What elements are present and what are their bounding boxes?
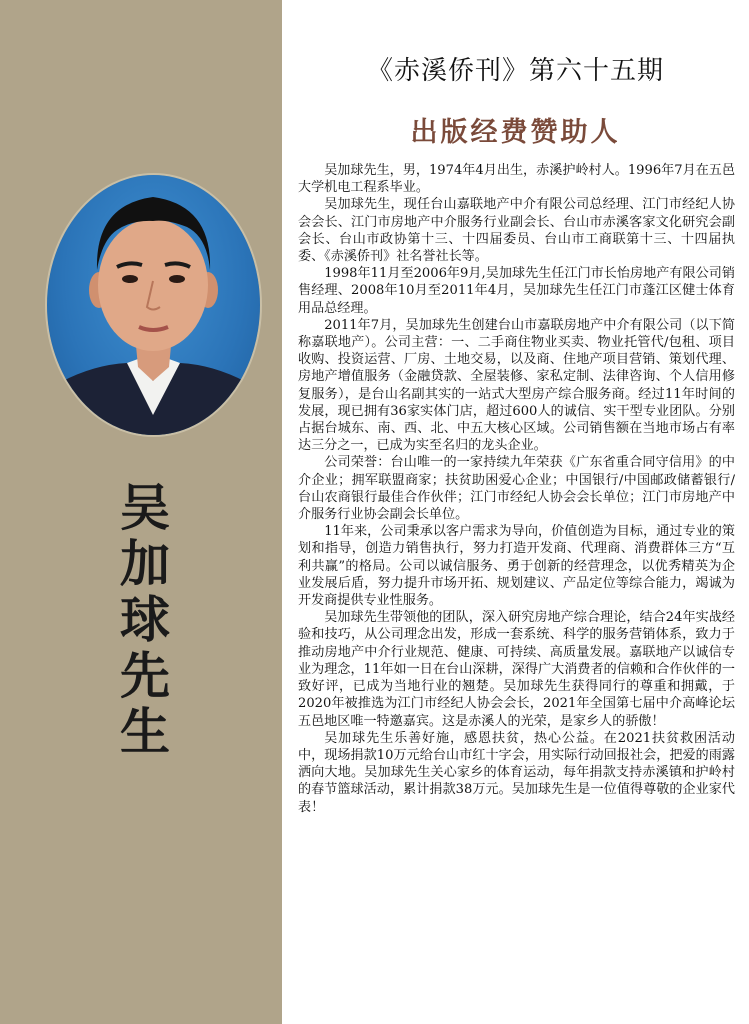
page-title: 《赤溪侨刊》第六十五期 <box>366 56 664 86</box>
portrait-photo <box>47 175 260 435</box>
page-subtitle: 出版经费赞助人 <box>410 117 621 148</box>
name-char: 吴 <box>120 478 170 537</box>
article-paragraph: 11年来，公司秉承以客户需求为导向，价值创造为目标，通过专业的策划和指导，创造力销售执行，努力打造开发商、代理商、消费群体三方“互利共赢”的格局。公司以诚信服务、勇于创新的经营理念，以优秀精英为企业发展后盾，努力提升市场开拓、规划建议、产品定位等综合能力，竭诚为开发商提供专业性服务。 <box>298 524 735 609</box>
name-char: 先 <box>120 646 170 705</box>
article-paragraph: 1998年11月至2006年9月,吴加球先生任江门市长怡房地产有限公司销售经理、2008年10月至2011年4月，吴加球先生任江门市蓬江区健士体育用品总经理。 <box>298 266 735 316</box>
main-content <box>282 0 749 1024</box>
portrait-illustration <box>47 175 260 435</box>
article-paragraph: 2011年7月，吴加球先生创建台山市嘉联房地产中介有限公司（以下简称嘉联地产）。公司主营：一、二手商住物业买卖、物业托管代/包租、项目收购、投资运营、厂房、土地交易，以及商、住地产项目营销、策划代理、房地产增值服务（金融贷款、全屋装修、家私定制、法律咨询、个人信用修复服务），是台山名副其实的一站式大型房产综合服务商。经过11年时间的发展，现已拥有36家实体门店，超过600人的诚信、实干型专业团队。分别占据台城东、南、西、北、中五大核心区域。公司销售额在当地市场占有率达三分之一，已成为实至名归的龙头企业。 <box>298 317 735 454</box>
article-body <box>298 162 735 816</box>
article-paragraph: 吴加球先生带领他的团队，深入研究房地产综合理论，结合24年实战经验和技巧，从公司理念出发，形成一套系统、科学的服务营销体系，致力于推动房地产中介行业规范、健康、可持续、高质量发展。嘉联地产以诚信专业为理念，11年如一日在台山深耕，深得广大消费者的信赖和合作伙伴的一致好评，已成为当地行业的翘楚。吴加球先生获得同行的尊重和拥戴，于2020年被推选为江门市经纪人协会会长，2021年全国第七届中介高峰论坛五邑地区唯一特邀嘉宾。这是赤溪人的光荣，是家乡人的骄傲！ <box>298 610 735 729</box>
article-paragraph: 吴加球先生，现任台山嘉联地产中介有限公司总经理、江门市经纪人协会会长、江门市房地产中介服务行业副会长、台山市赤溪客家文化研究会副会长、台山市政协第十三、十四届委员、台山市工商联第十三、十四届执委、《赤溪侨刊》社名誉社长等。 <box>298 197 735 265</box>
left-sidebar <box>0 0 282 1024</box>
article-paragraph: 吴加球先生，男，1974年4月出生，赤溪护岭村人。1996年7月在五邑大学机电工程系毕业。 <box>298 163 735 196</box>
article-paragraph: 公司荣誉：台山唯一的一家持续九年荣获《广东省重合同守信用》的中介企业；拥军联盟商家；扶贫助困爱心企业；中国银行/中国邮政储蓄银行/台山农商银行最佳合作伙伴；江门市经纪人协会会长单位；江门市房地产中介服务行业协会副会长单位。 <box>298 455 735 523</box>
name-char: 球 <box>120 590 170 649</box>
name-char: 加 <box>120 534 170 593</box>
name-char: 生 <box>120 702 170 761</box>
vertical-name <box>110 480 180 760</box>
article-paragraph: 吴加球先生乐善好施，感恩扶贫，热心公益。在2021扶贫救困活动中，现场捐款10万元给台山市红十字会，用实际行动回报社会，把爱的雨露洒向大地。吴加球先生关心家乡的体育运动，每年捐款支持赤溪镇和护岭村的春节篮球活动，累计捐款38万元。吴加球先生是一位值得尊敬的企业家代表！ <box>298 730 735 815</box>
